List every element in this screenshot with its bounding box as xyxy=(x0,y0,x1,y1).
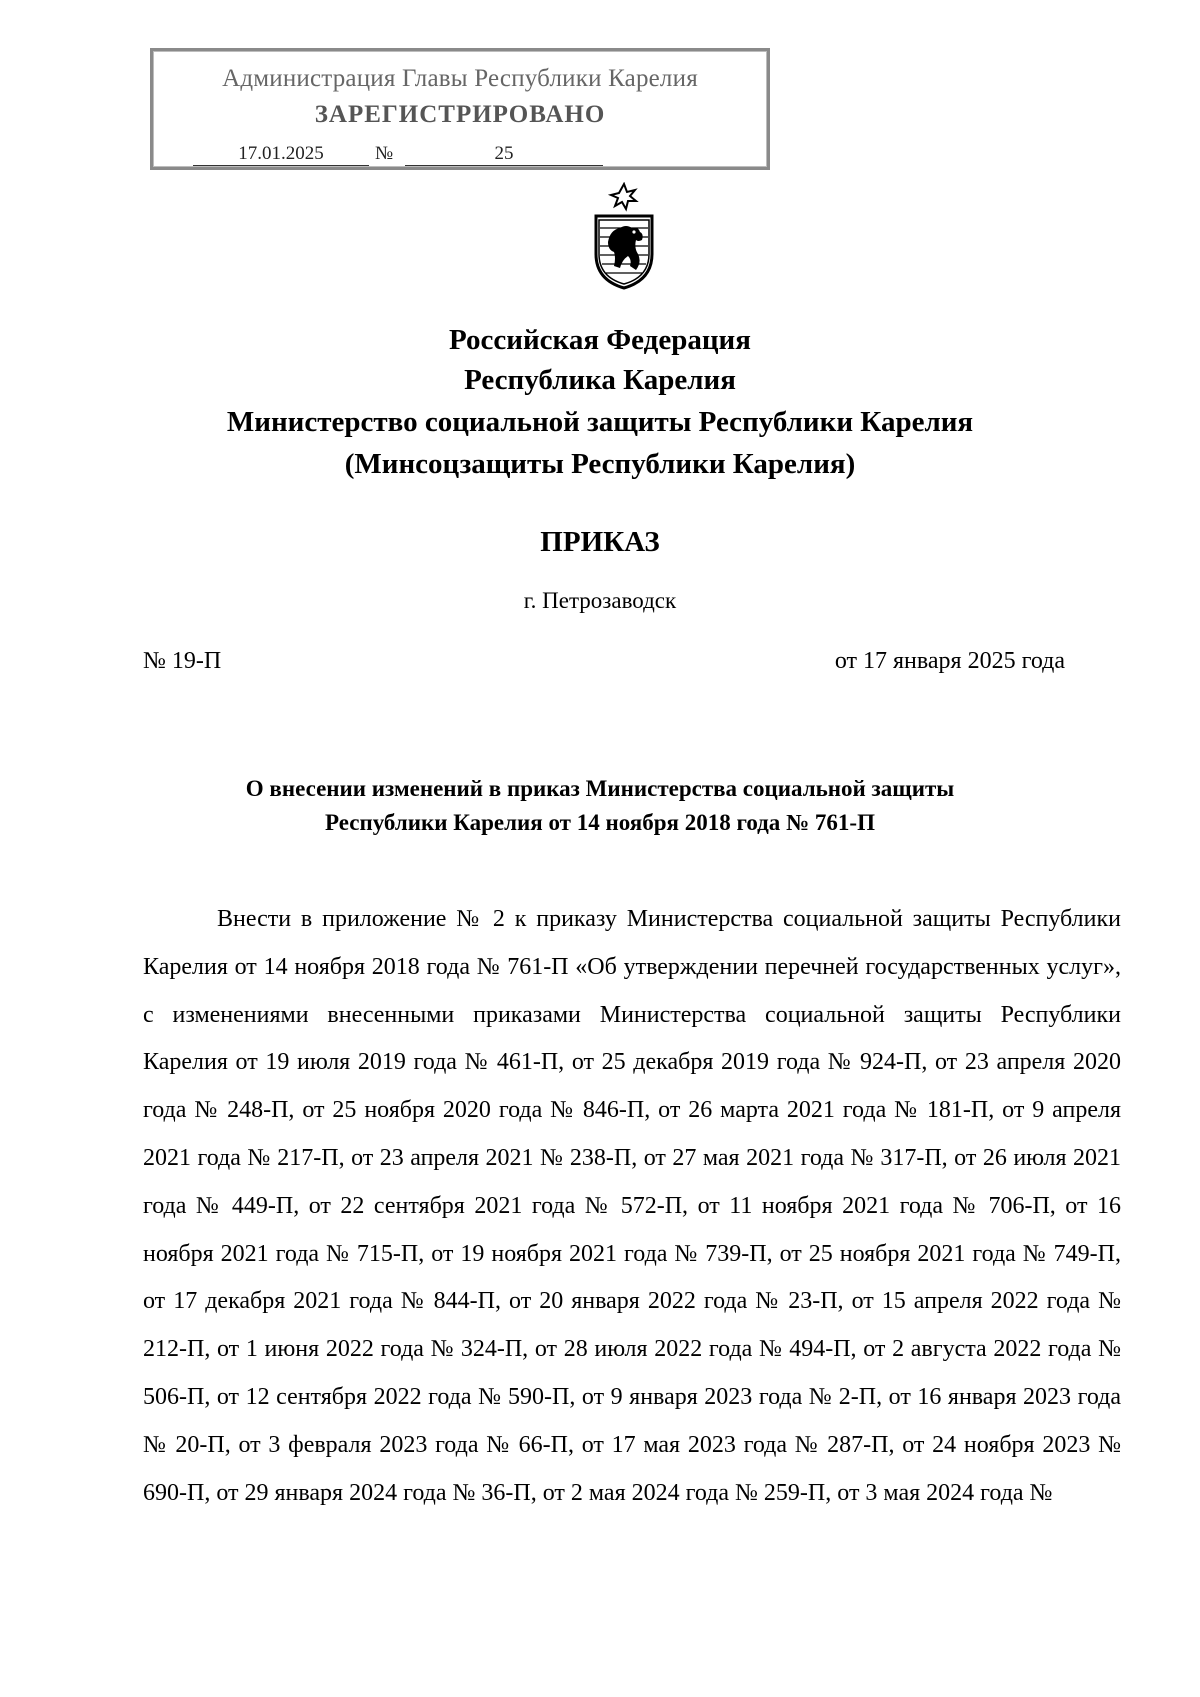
header-country: Российская Федерация xyxy=(449,324,751,356)
subject-line-1: О внесении изменений в приказ Министерства социальной защиты xyxy=(245,776,955,801)
stamp-registered-label: ЗАРЕГИСТРИРОВАНО xyxy=(314,101,606,128)
order-date: от 17 января 2025 года xyxy=(834,648,1065,674)
stamp-number: 25 xyxy=(405,143,603,166)
document-type-title: ПРИКАЗ xyxy=(540,526,660,558)
header-ministry-short: (Минсоцзащиты Республики Карелия) xyxy=(344,448,856,480)
header-republic: Республика Карелия xyxy=(464,364,736,396)
city-label: г. Петрозаводск xyxy=(523,588,677,613)
stamp-number-label: № xyxy=(375,143,394,164)
header-ministry: Министерство социальной защиты Республики Карелия xyxy=(226,406,974,438)
subject-line-2: Республики Карелия от 14 ноября 2018 года № 761-П xyxy=(325,810,875,835)
registration-stamp xyxy=(150,48,770,170)
body-paragraph: Внести в приложение № 2 к приказу Министерства социальной защиты Республики Карелия от 14 ноября 2018 года № 761-П «Об утверждении перечней государственных услуг», с изменениями внесенными приказами Министерства социальной защиты Республики Карелия от 19 июля 2019 года № 461-П, от 25 декабря 2019 года № 924-П, от 23 апреля 2020 года № 248-П, от 25 ноября 2020 года № 846-П, от 26 марта 2021 года № 181-П, от 9 апреля 2021 года № 217-П, от 23 апреля 2021 № 238-П, от 27 мая 2021 года № 317-П, от 26 июля 2021 года № 449-П, от 22 сентября 2021 года № 572-П, от 11 ноября 2021 года № 706-П, от 16 ноября 2021 года № 715-П, от 19 ноября 2021 года № 739-П, от 25 ноября 2021 года № 749-П, от 17 декабря 2021 года № 844-П, от 20 января 2022 года № 23-П, от 15 апреля 2022 года № 212-П, от 1 июня 2022 года № 324-П, от 28 июля 2022 года № 494-П, от 2 августа 2022 года № 506-П, от 12 сентября 2022 года № 590-П, от 9 января 2023 года № 2-П, от 16 января 2023 года № 20-П, от 3 февраля 2023 года № 66-П, от 17 мая 2023 года № 287-П, от 24 ноября 2023 № 690-П, от 29 января 2024 года № 36-П, от 2 мая 2024 года № 259-П, от 3 мая 2024 года № xyxy=(143,906,1121,1506)
order-number: № 19-П xyxy=(143,648,222,674)
karelia-coat-of-arms-icon xyxy=(590,182,658,290)
stamp-date: 17.01.2025 xyxy=(193,143,369,166)
stamp-authority: Администрация Главы Республики Карелия xyxy=(222,65,698,92)
